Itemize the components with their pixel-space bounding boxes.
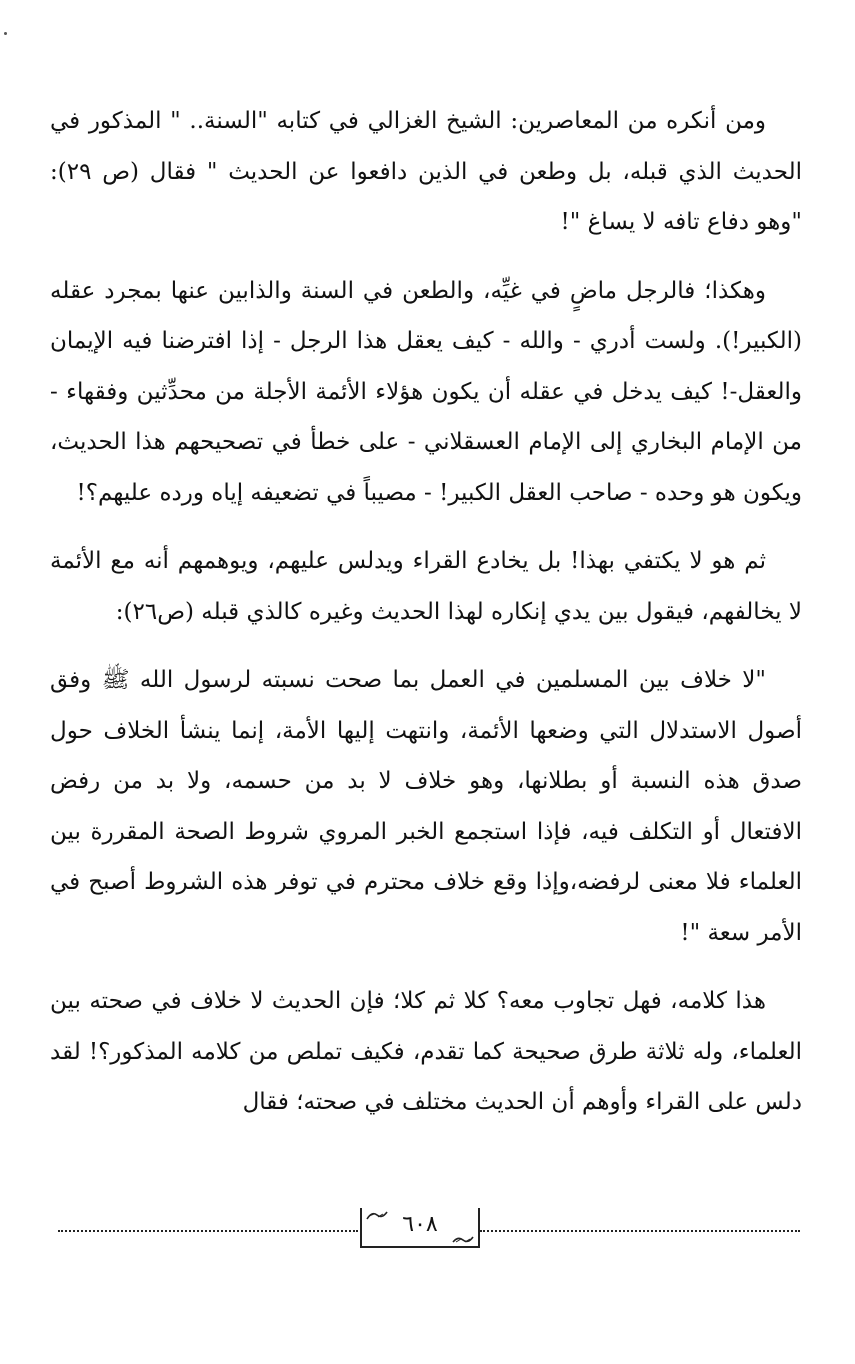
footer-rule-left [58,1230,358,1232]
paragraph-5: هذا كلامه، فهل تجاوب معه؟ كلا ثم كلا؛ فإن الحديث لا خلاف في صحته بين العلماء، وله ثلاثة طرق صحيحة كما تقدم، فكيف تملص من كلامه المذكور؟! لقد دلس على القراء وأوهم أن الحديث مختلف في صحته؛ فقال [50,988,802,1115]
paragraph-3: ثم هو لا يكتفي بهذا! بل يخادع القراء ويدلس عليهم، ويوهمهم أنه مع الأئمة لا يخالفهم، فيقول بين يدي إنكاره لهذا الحديث وغيره كالذي قبله (ص٢٦): [50,548,802,625]
body-text [50,96,802,1128]
paragraph-4-quote: "لا خلاف بين المسلمين في العمل بما صحت نسبته لرسول الله ﷺ وفق أصول الاستدلال التي وضعها الأئمة، وانتهت إليها الأمة، إنما ينشأ الخلاف حول صدق هذه النسبة أو بطلانها، وهو خلاف لا بد من حسمه، ولا بد من رفض الافتعال أو التكلف فيه، فإذا استجمع الخبر المروي شروط الصحة المقررة بين العلماء فلا معنى لرفضه،وإذا وقع خلاف محترم في توفر هذه الشروط أصبح في الأمر سعة "! [50,667,802,946]
ornament-icon [366,1210,388,1220]
page-number: ٦٠٨ [402,1212,438,1237]
paragraph-1: ومن أنكره من المعاصرين: الشيخ الغزالي في كتابه "السنة.. " المذكور في الحديث الذي قبله، بل وطعن في الذين دافعوا عن الحديث " فقال (ص ٢٩): "وهو دفاع تافه لا يساغ "! [50,108,802,235]
scan-speck [4,32,7,35]
paragraph-2: وهكذا؛ فالرجل ماضٍ في غيِّه، والطعن في السنة والذابين عنها بمجرد عقله (الكبير!). ولست أدري - والله - كيف يعقل هذا الرجل - إذا افترضنا فيه الإيمان والعقل-! كيف يدخل في عقله أن يكون هؤلاء الأئمة الأجلة من محدِّثين وفقهاء - من الإمام البخاري إلى الإمام العسقلاني - على خطأ في تصحيحهم هذا الحديث، ويكون هو وحده - صاحب العقل الكبير! - مصيباً في تضعيفه إياه ورده عليهم؟! [50,277,802,506]
page-number-frame [360,1208,480,1248]
footer-rule-right [480,1230,800,1232]
ornament-icon [452,1234,474,1244]
page-footer [58,1208,800,1254]
